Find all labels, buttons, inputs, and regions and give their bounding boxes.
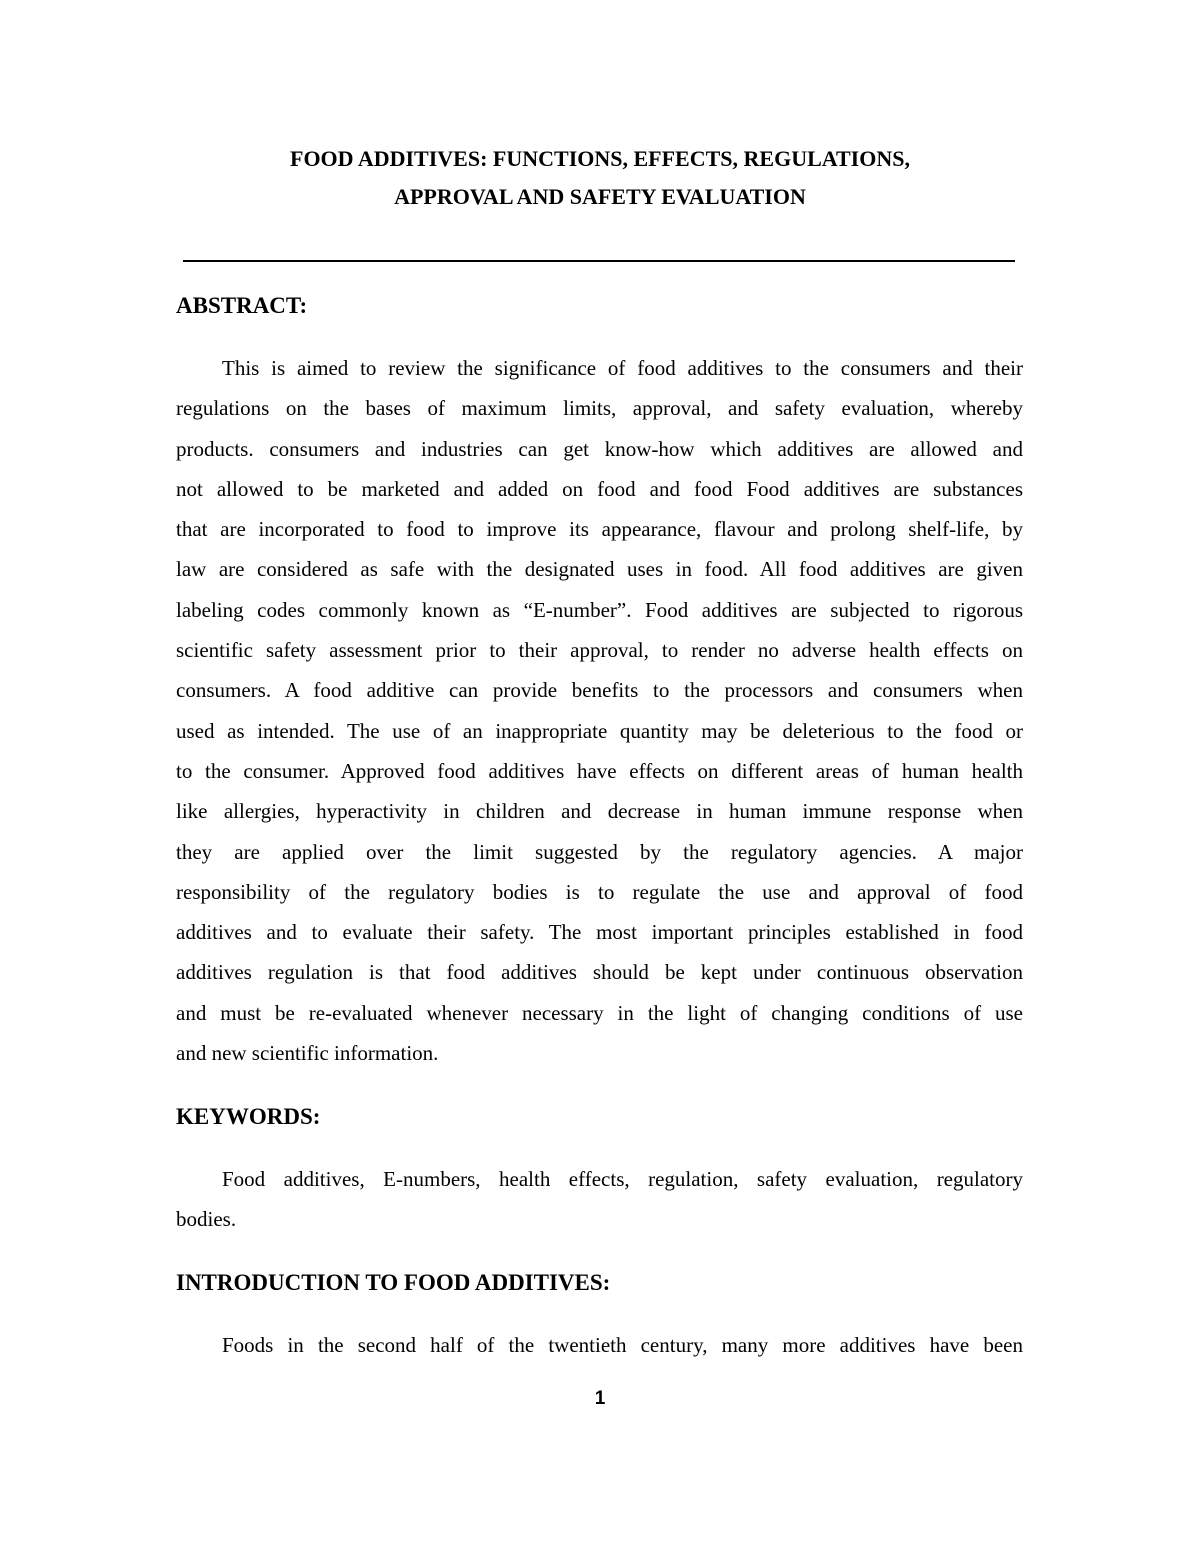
paragraph-line: used as intended. The use of an inappropriate quantity may be deleterious to the food or <box>176 718 1023 743</box>
paragraph-line: labeling codes commonly known as “E-number”. Food additives are subjected to rigorous <box>176 597 1023 622</box>
keywords-paragraph <box>176 1159 1023 1240</box>
paragraph-line: This is aimed to review the significance of food additives to the consumers and their <box>222 356 1023 380</box>
paragraph-line: like allergies, hyperactivity in children and decrease in human immune response when <box>176 799 1023 824</box>
paragraph-line: scientific safety assessment prior to their approval, to render no adverse health effects on <box>176 638 1023 663</box>
paragraph-line: and new scientific information. <box>176 1041 439 1066</box>
paragraph-line: to the consumer. Approved food additives have effects on different areas of human health <box>176 758 1023 783</box>
paragraph-line: that are incorporated to food to improve its appearance, flavour and prolong shelf-life, by <box>176 517 1023 542</box>
paragraph-line: Foods in the second half of the twentieth century, many more additives have been <box>222 1333 1023 1357</box>
paragraph-line: law are considered as safe with the designated uses in food. All food additives are given <box>176 557 1023 582</box>
keywords-heading: KEYWORDS: <box>176 1104 321 1129</box>
paragraph-line: responsibility of the regulatory bodies is to regulate the use and approval of food <box>176 879 1023 904</box>
paragraph-line: bodies. <box>176 1207 237 1232</box>
introduction-heading: INTRODUCTION TO FOOD ADDITIVES: <box>176 1270 611 1295</box>
introduction-paragraph <box>176 1325 1023 1365</box>
paragraph-line: they are applied over the limit suggested by the regulatory agencies. A major <box>176 839 1023 864</box>
title-line: APPROVAL AND SAFETY EVALUATION <box>394 184 806 209</box>
paragraph-line: Food additives, E-numbers, health effects, regulation, safety evaluation, regulatory <box>222 1167 1023 1191</box>
horizontal-rule <box>183 260 1015 262</box>
paragraph-line: consumers. A food additive can provide benefits to the processors and consumers when <box>176 678 1023 703</box>
document-title <box>150 140 1050 216</box>
paragraph-line: and must be re-evaluated whenever necessary in the light of changing conditions of use <box>176 1000 1023 1025</box>
paragraph-line: additives and to evaluate their safety. The most important principles established in food <box>176 920 1023 945</box>
abstract-paragraph <box>176 348 1023 1073</box>
paragraph-line: products. consumers and industries can get know-how which additives are allowed and <box>176 436 1023 461</box>
paragraph-line: not allowed to be marketed and added on food and food Food additives are substances <box>176 476 1023 501</box>
page-number: 1 <box>594 1388 606 1409</box>
paragraph-line: regulations on the bases of maximum limits, approval, and safety evaluation, whereby <box>176 396 1023 421</box>
title-line: FOOD ADDITIVES: FUNCTIONS, EFFECTS, REGULATIONS, <box>290 146 910 171</box>
abstract-heading: ABSTRACT: <box>176 293 308 318</box>
paragraph-line: additives regulation is that food additives should be kept under continuous observation <box>176 960 1023 985</box>
